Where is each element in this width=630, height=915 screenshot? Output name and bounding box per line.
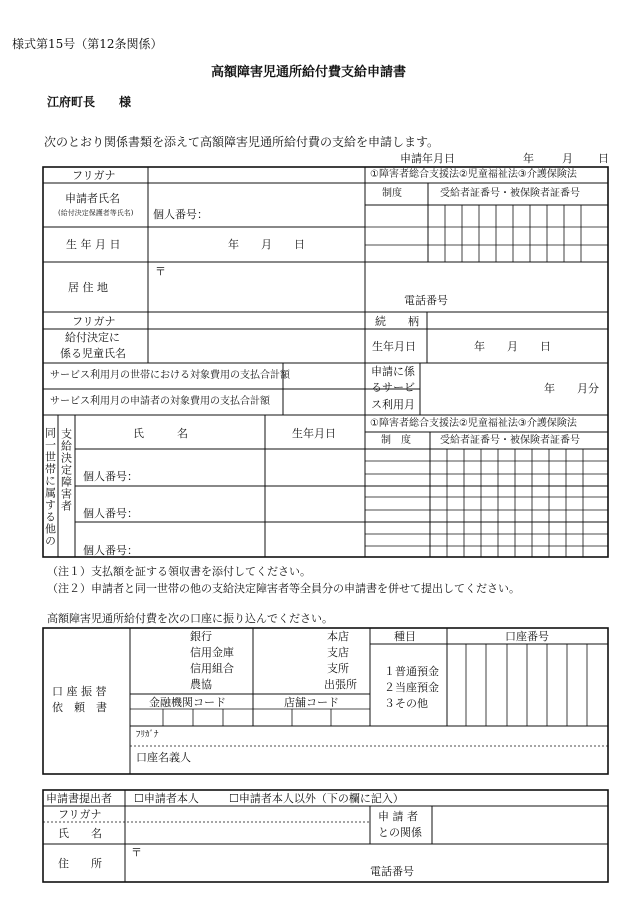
submitter-option-other[interactable]: ☐申請者本人以外（下の欄に記入） (229, 792, 404, 805)
deposit-type-1[interactable]: １普通預金 (384, 665, 439, 678)
submitter-phone-label: 電話番号 (370, 865, 414, 878)
applicant-name-field[interactable] (149, 184, 364, 206)
service-month-label-3: ス利用月 (371, 398, 415, 411)
application-year: 年 (523, 152, 534, 165)
deposit-type-2[interactable]: ２当座預金 (384, 681, 439, 694)
applicant-personal-number: 個人番号： (153, 208, 208, 221)
branch-type-sub-office: 出張所 (324, 678, 357, 691)
applicant-furigana-label: フリガナ (72, 169, 116, 182)
submitter-postal-mark: 〒 (131, 846, 142, 859)
bank-side-label-1: 口 座 振 替 (52, 685, 107, 698)
note-1: （注１）支払額を証する領収書を添付してください。 (47, 565, 311, 578)
addressee: 江府町長 様 (47, 95, 132, 109)
bank-type-kumiai: 信用組合 (190, 662, 234, 675)
household-total-label: サービス利用月の世帯における対象費用の支払合計額 (50, 370, 290, 381)
child-furigana-label: フリガナ (72, 315, 116, 328)
child-name-label-2: 係る児童氏名 (60, 347, 126, 360)
service-month-label-2: るサービ (371, 381, 415, 394)
child-name-label-1: 給付決定に (65, 331, 120, 344)
applicant-total-field[interactable] (284, 390, 364, 414)
submitter-label: 申請書提出者 (46, 792, 112, 805)
submitter-relation-label-2: との関係 (378, 826, 422, 839)
submitter-furigana-label: フリガナ (58, 808, 102, 821)
submitter-option-self-label: 申請者本人 (143, 792, 199, 805)
household-system-header: 制 度 (381, 435, 411, 446)
applicant-furigana-field[interactable] (149, 168, 364, 182)
account-holder-label: 口座名義人 (136, 751, 191, 764)
bank-intro: 高額障害児通所給付費を次の口座に振り込んでください。 (47, 612, 333, 625)
application-month: 月 (562, 152, 573, 165)
submitter-option-other-label: 申請者本人以外（下の欄に記入） (238, 792, 404, 805)
intro-text: 次のとおり関係書類を添えて高額障害児通所給付費の支給を申請します。 (44, 135, 440, 149)
applicant-system-header: 制度 (382, 188, 402, 199)
household-cert-header: 受給者証番号・被保険者証番号 (440, 435, 580, 446)
household-side-label-inner: 支給決定障害者 (59, 428, 73, 512)
bank-side-label-2: 依 頼 書 (52, 701, 107, 714)
bank-type-bank: 銀行 (190, 630, 212, 643)
account-holder-field[interactable] (254, 727, 604, 771)
deposit-type-header: 種目 (394, 630, 416, 643)
household-name-header: 氏 名 (133, 427, 188, 440)
household-personal-number-3: 個人番号： (83, 544, 138, 557)
applicant-name-label: 申請者氏名 (65, 192, 120, 205)
household-birth-header: 生年月日 (292, 427, 336, 440)
application-day: 日 (598, 152, 609, 165)
household-side-label-outer: 同一世帯に属する他の (43, 427, 57, 547)
bank-type-shinkin: 信用金庫 (190, 646, 234, 659)
submitter-option-self[interactable]: ☐申請者本人 (134, 792, 199, 805)
child-relation-label: 続 柄 (375, 315, 419, 328)
submitter-address-field[interactable] (145, 846, 600, 864)
applicant-postal-mark: 〒 (155, 265, 166, 278)
submitter-relation-label-1: 申 請 者 (378, 810, 418, 823)
applicant-cert-header: 受給者証番号・被保険者証番号 (440, 188, 580, 199)
branch-type-branch: 支店 (327, 646, 349, 659)
applicant-birth-date[interactable]: 年 月 日 (228, 238, 305, 251)
form-number: 様式第15号（第12条関係） (12, 37, 163, 51)
branch-code-label: 店舗コード (284, 696, 339, 709)
account-number-header: 口座番号 (505, 630, 549, 643)
submitter-relation-field[interactable] (433, 807, 606, 843)
form-title: 高額障害児通所給付費支給申請書 (211, 65, 407, 80)
note-2: （注２）申請者と同一世帯の他の支給決定障害者等全員分の申請書を併せて提出してください。 (47, 582, 520, 595)
applicant-laws: ①障害者総合支援法②児童福祉法③介護保険法 (370, 169, 577, 180)
deposit-type-3[interactable]: ３その他 (384, 697, 428, 710)
applicant-phone-label: 電話番号 (404, 294, 448, 307)
applicant-total-label: サービス利用月の申請者の対象費用の支払合計額 (50, 396, 270, 407)
account-furigana-label: ﾌﾘｶﾞﾅ (136, 730, 159, 740)
submitter-name-field[interactable] (126, 807, 369, 843)
household-personal-number-1: 個人番号： (83, 470, 138, 483)
submitter-name-label: 氏 名 (58, 827, 102, 840)
child-birth-date[interactable]: 年 月 日 (474, 340, 551, 353)
child-name-field[interactable] (149, 330, 364, 362)
branch-type-office: 支所 (327, 662, 349, 675)
household-total-field[interactable] (284, 364, 364, 388)
household-laws: ①障害者総合支援法②児童福祉法③介護保険法 (370, 418, 577, 429)
service-month-label-1: 申請に係 (371, 365, 415, 378)
service-month-value[interactable]: 年 月分 (544, 382, 599, 395)
application-date-label: 申請年月日 (400, 152, 455, 165)
branch-type-head: 本店 (327, 630, 349, 643)
applicant-address-label: 居 住 地 (68, 281, 108, 294)
applicant-name-sublabel: (給付決定保護者等氏名) (58, 209, 134, 217)
institution-code-label: 金融機関コード (149, 696, 226, 709)
submitter-address-label: 住 所 (58, 857, 102, 870)
household-personal-number-2: 個人番号： (83, 507, 138, 520)
child-birth-label: 生年月日 (372, 340, 416, 353)
applicant-birth-label: 生 年 月 日 (66, 238, 121, 251)
bank-type-nokyo: 農協 (190, 678, 212, 691)
applicant-address-field[interactable] (170, 264, 600, 288)
